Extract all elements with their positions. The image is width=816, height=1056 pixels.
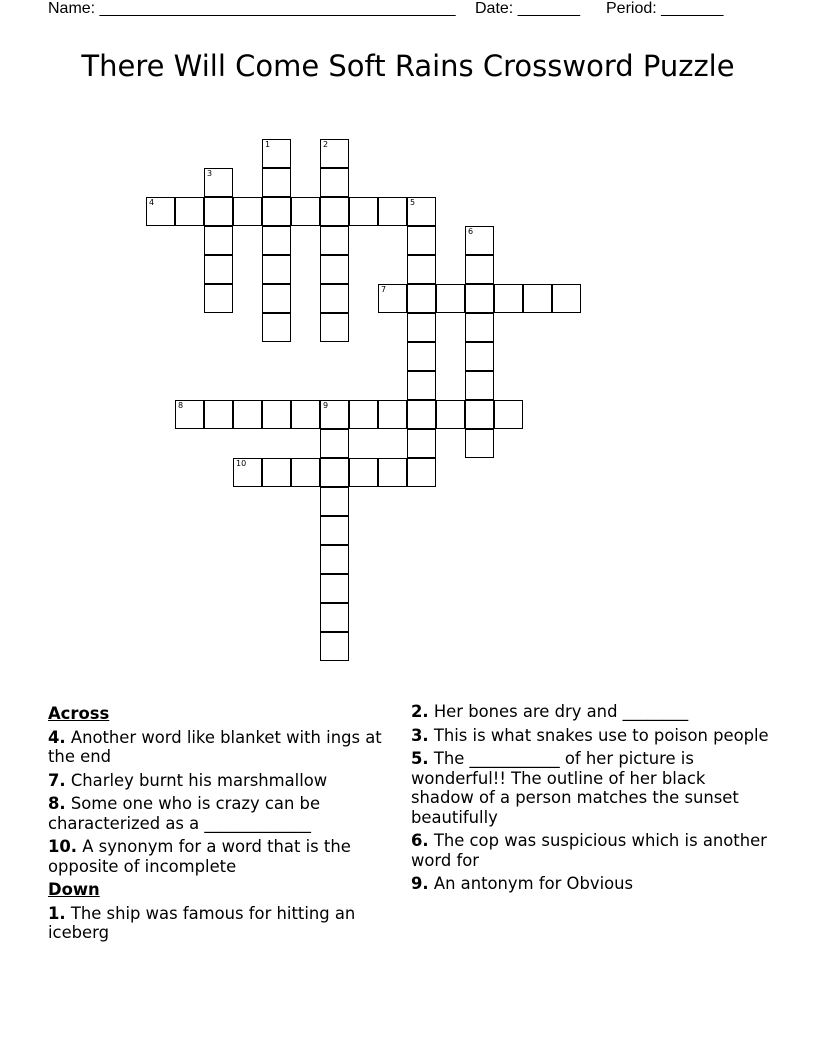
grid-cell[interactable] xyxy=(262,139,291,168)
grid-cell[interactable] xyxy=(291,197,320,226)
clue-number: 7 xyxy=(381,285,387,294)
clue-number: 6 xyxy=(468,227,474,236)
grid-cell[interactable] xyxy=(262,400,291,429)
grid-cell[interactable] xyxy=(465,255,494,284)
down-clue-3: 3. This is what snakes use to poison people xyxy=(411,725,769,745)
clue-number: 3 xyxy=(207,169,213,178)
grid-cell[interactable] xyxy=(204,168,233,197)
grid-cell[interactable] xyxy=(349,197,378,226)
grid-cell[interactable] xyxy=(320,458,349,487)
grid-cell[interactable] xyxy=(407,429,436,458)
down-clue-5: 5. The ___________ of her picture is wonderful!! The outline of her black shadow of a person matches the sunset beautifully xyxy=(411,749,739,827)
grid-cell[interactable] xyxy=(320,632,349,661)
across-clue-8: 8. Some one who is crazy can be characterized as a _____________ xyxy=(48,794,321,833)
grid-cell[interactable] xyxy=(262,197,291,226)
grid-cell[interactable] xyxy=(407,458,436,487)
clue-number: 4 xyxy=(149,198,155,207)
grid-cell[interactable] xyxy=(320,284,349,313)
grid-cell[interactable] xyxy=(465,313,494,342)
grid-cell[interactable] xyxy=(407,255,436,284)
grid-cell[interactable] xyxy=(378,458,407,487)
grid-cell[interactable] xyxy=(320,226,349,255)
across-clue-7: 7. Charley burnt his marshmallow xyxy=(48,770,328,790)
grid-cell[interactable] xyxy=(436,400,465,429)
grid-cell[interactable] xyxy=(262,226,291,255)
grid-cell[interactable] xyxy=(552,284,581,313)
grid-cell[interactable] xyxy=(204,197,233,226)
across-heading: Across xyxy=(48,704,110,723)
clue-number: 8 xyxy=(178,401,184,410)
grid-cell[interactable] xyxy=(349,458,378,487)
down-heading: Down xyxy=(48,880,100,899)
grid-cell[interactable] xyxy=(436,284,465,313)
grid-cell[interactable] xyxy=(262,313,291,342)
grid-cell[interactable] xyxy=(407,284,436,313)
grid-cell[interactable] xyxy=(262,284,291,313)
clue-number: 5 xyxy=(410,198,416,207)
grid-cell[interactable] xyxy=(204,400,233,429)
grid-cell[interactable] xyxy=(233,400,262,429)
grid-cell[interactable] xyxy=(262,255,291,284)
grid-cell[interactable] xyxy=(233,197,262,226)
name-field-label: Name: ________________________________________ xyxy=(48,0,456,17)
grid-cell[interactable] xyxy=(204,255,233,284)
grid-cell[interactable] xyxy=(320,139,349,168)
grid-cell[interactable] xyxy=(175,197,204,226)
grid-cell[interactable] xyxy=(146,197,175,226)
grid-cell[interactable] xyxy=(465,400,494,429)
across-clue-10: 10. A synonym for a word that is the opposite of incomplete xyxy=(48,837,351,876)
grid-cell[interactable] xyxy=(378,284,407,313)
clues-right-column xyxy=(411,702,771,898)
grid-cell[interactable] xyxy=(407,342,436,371)
down-clue-1: 1. The ship was famous for hitting an iceberg xyxy=(48,903,356,942)
grid-cell[interactable] xyxy=(320,429,349,458)
grid-cell[interactable] xyxy=(320,574,349,603)
grid-cell[interactable] xyxy=(233,458,262,487)
down-clue-9: 9. An antonym for Obvious xyxy=(411,874,634,893)
grid-cell[interactable] xyxy=(378,400,407,429)
grid-cell[interactable] xyxy=(349,400,378,429)
grid-cell[interactable] xyxy=(465,429,494,458)
grid-cell[interactable] xyxy=(291,458,320,487)
grid-cell[interactable] xyxy=(320,603,349,632)
grid-cell[interactable] xyxy=(494,400,523,429)
clues-left-column xyxy=(48,702,393,947)
date-field-label: Date: _______ xyxy=(475,0,580,17)
grid-cell[interactable] xyxy=(465,342,494,371)
grid-cell[interactable] xyxy=(465,284,494,313)
grid-cell[interactable] xyxy=(320,516,349,545)
grid-cell[interactable] xyxy=(465,371,494,400)
grid-cell[interactable] xyxy=(465,226,494,255)
grid-cell[interactable] xyxy=(320,255,349,284)
puzzle-title: There Will Come Soft Rains Crossword Puzzle xyxy=(81,49,735,83)
clue-number: 2 xyxy=(323,140,329,149)
grid-cell[interactable] xyxy=(320,400,349,429)
grid-cell[interactable] xyxy=(320,313,349,342)
grid-cell[interactable] xyxy=(262,458,291,487)
grid-cell[interactable] xyxy=(523,284,552,313)
grid-cell[interactable] xyxy=(407,313,436,342)
across-clue-4: 4. Another word like blanket with ings at the end xyxy=(48,727,382,766)
clue-number: 10 xyxy=(236,459,247,468)
period-field-label: Period: _______ xyxy=(606,0,724,17)
grid-cell[interactable] xyxy=(291,400,320,429)
grid-cell[interactable] xyxy=(262,168,291,197)
grid-cell[interactable] xyxy=(407,371,436,400)
down-clue-6: 6. The cop was suspicious which is another word for xyxy=(411,831,767,870)
grid-cell[interactable] xyxy=(204,226,233,255)
grid-cell[interactable] xyxy=(320,545,349,574)
grid-cell[interactable] xyxy=(320,168,349,197)
grid-cell[interactable] xyxy=(407,400,436,429)
grid-cell[interactable] xyxy=(494,284,523,313)
down-clue-2: 2. Her bones are dry and ________ xyxy=(411,702,689,721)
grid-cell[interactable] xyxy=(175,400,204,429)
clue-number: 9 xyxy=(323,401,329,410)
grid-cell[interactable] xyxy=(320,197,349,226)
grid-cell[interactable] xyxy=(378,197,407,226)
grid-cell[interactable] xyxy=(407,197,436,226)
grid-cell[interactable] xyxy=(204,284,233,313)
clue-number: 1 xyxy=(265,140,271,149)
grid-cell[interactable] xyxy=(407,226,436,255)
grid-cell[interactable] xyxy=(320,487,349,516)
